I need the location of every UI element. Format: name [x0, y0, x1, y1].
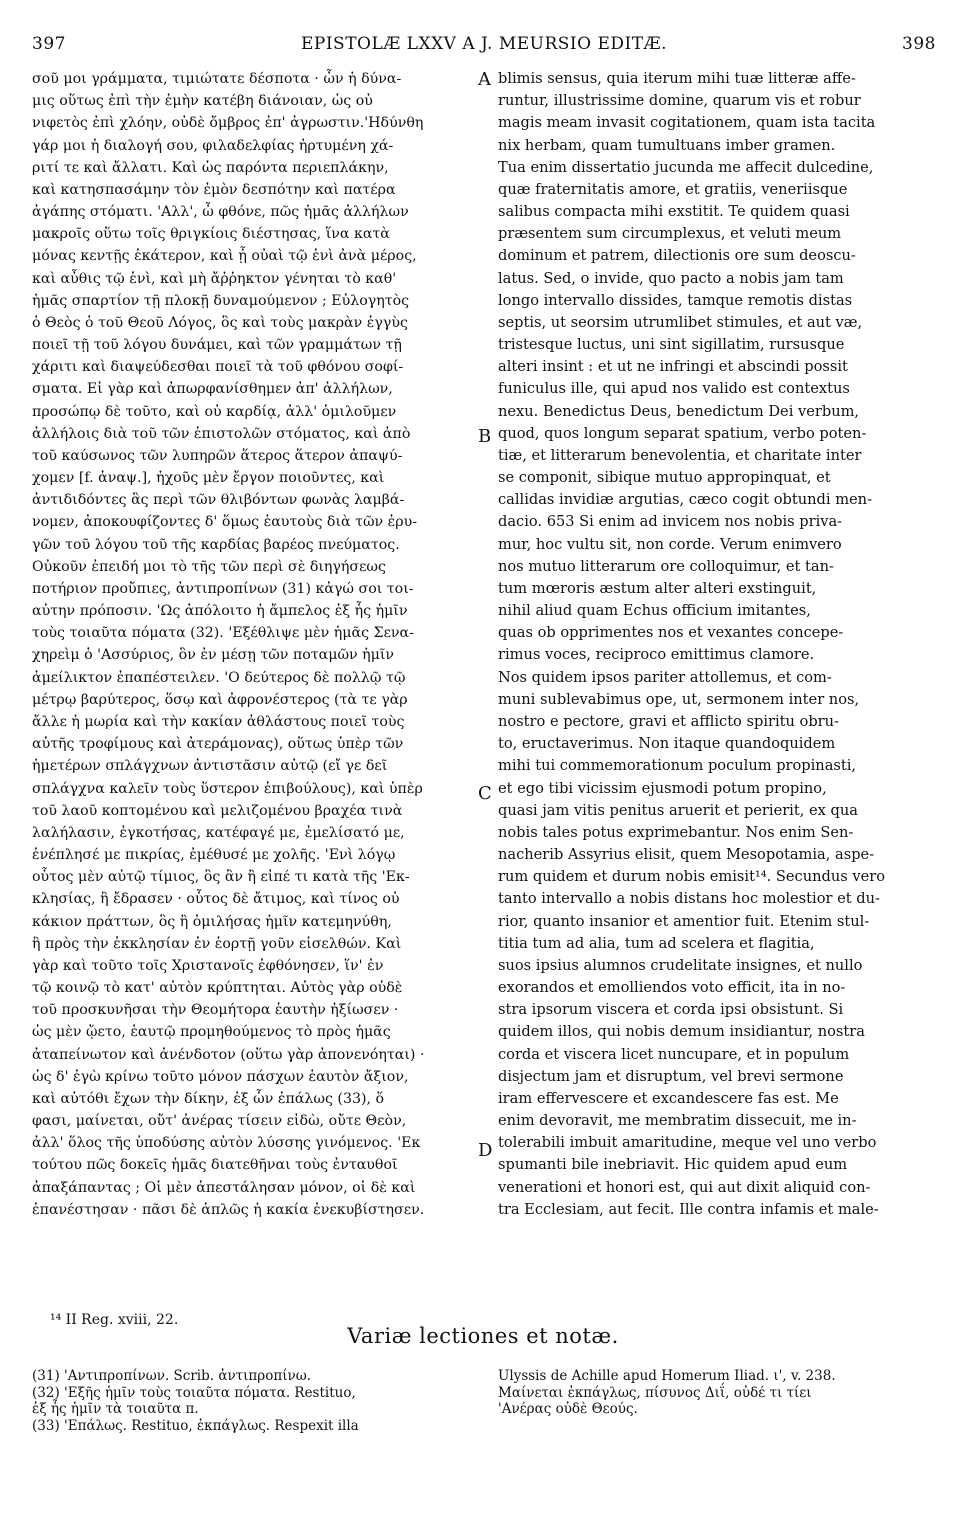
- greek-text-line: οὗτος μὲν αὐτῷ τίμιος, ὃς ἂν ἢ εἰπέ τι κατὰ τῆς 'Εκ-: [32, 869, 410, 886]
- greek-text-line: ἀπαξάπαντας ; Οἱ μὲν ἀπεστάλησαν μόνον, οἱ δὲ καὶ: [32, 1179, 416, 1196]
- greek-text-line: γὰρ καὶ τοῦτο τοῖς Χριστανοῖς ἐφθόνησεν, ἵν' ἐν: [32, 957, 384, 974]
- greek-text-line: ἀντιδιδόντες ἃς περὶ τῶν θλιβόντων φωνὰς λαμβά-: [32, 492, 405, 509]
- greek-text-line: μις οὕτως ἐπὶ τὴν ἐμὴν κατέβη διάνοιαν, ὡς οὐ: [32, 93, 373, 110]
- latin-text-line: titia tum ad alia, tum ad scelera et flagitia,: [498, 934, 815, 952]
- greek-text-line: ὡς μὲν ᾤετο, ἑαυτῷ προμηθούμενος τὸ πρὸς ἡμᾶς: [32, 1024, 391, 1041]
- latin-text-line: nix herbam, quam tumultuans imber gramen.: [498, 136, 836, 154]
- latin-text-line: magis meam invasit cogitationem, quam ista tacita: [498, 114, 876, 132]
- greek-text-line: γῶν τοῦ λόγου τοῦ τῆς καρδίας βαρέος πνεύματος.: [32, 536, 400, 553]
- latin-text-line: dacio. 653 Si enim ad invicem nos nobis priva-: [498, 513, 843, 531]
- greek-text-line: ἡμᾶς σπαρτίον τῇ πλοκῇ δυναμούμενον ; Εὐλογητὸς: [32, 292, 410, 309]
- latin-text-line: tanto intervallo a nobis distans hoc molestior et du-: [498, 890, 880, 908]
- greek-text-line: ποτήριον προὔπιες, ἀντιπροπίνων (31) κἀγώ σοι τοι-: [32, 580, 414, 597]
- latin-text-line: quæ fraternitatis amore, et gratiis, veneriisque: [498, 180, 848, 198]
- latin-text-line: dominum et patrem, dilectionis ore sum deoscu-: [498, 247, 856, 265]
- footnote: ¹⁴ II Reg. xviii, 22.: [50, 1312, 179, 1328]
- latin-text-line: tra Ecclesiam, aut fecit. Ille contra infamis et male-: [498, 1200, 879, 1218]
- greek-text-line: φασι, μαίνεται, οὔτ' ἀνέρας τίσειν εἰδὼ, οὔτε Θεὸν,: [32, 1113, 407, 1130]
- greek-text-line: αὐτην πρόποσιν. 'Ως ἀπόλοιτο ἡ ἄμπελος ἐξ ἧς ἡμῖν: [32, 603, 408, 620]
- variae-note-line: (32) 'Εξῆς ἡμῖν τοὺς τοιαῦτα πόματα. Restituo,: [32, 1384, 356, 1401]
- latin-text-line: nacherib Assyrius elisit, quem Mesopotamia, aspe-: [498, 846, 875, 864]
- greek-text-line: ριτί τε καὶ ἄλλατι. Καὶ ὡς παρόντα περιεπλάκην,: [32, 159, 389, 176]
- greek-text-line: ὁ Θεὸς ὁ τοῦ Θεοῦ Λόγος, ὃς καὶ τοὺς μακρὰν ἐγγὺς: [32, 314, 408, 331]
- margin-marker-c: C: [478, 783, 492, 804]
- greek-text-line: ὡς δ' ἐγὼ κρίνω τοῦτο μόνον πάσχων ἑαυτὸν ἄξιον,: [32, 1068, 409, 1085]
- latin-text-line: alteri insint : et ut ne infringi et abscindi possit: [498, 358, 848, 376]
- greek-text-line: χάριτι καὶ διαψεύδεσθαι ποιεῖ τὰ τοῦ φθόνου σοφί-: [32, 359, 404, 376]
- greek-text-line: μόνας κεντῇς ἑκάτερον, καὶ ᾖ οὐαὶ τῷ ἑνὶ ἀνὰ μέρος,: [32, 248, 417, 265]
- latin-text-line: et ego tibi vicissim ejusmodi potum propino,: [498, 779, 827, 797]
- latin-text-line: nos mutuo litterarum ore colloquimur, et tan-: [498, 557, 834, 575]
- greek-text-line: καὶ αὖθις τῷ ἑνὶ, καὶ μὴ ἄῤῥηκτον γένηται τὸ καθ': [32, 270, 397, 287]
- latin-text-line: tiæ, et litterarum benevolentia, et charitate inter: [498, 446, 862, 464]
- latin-text-line: disjectum jam et disruptum, vel brevi sermone: [498, 1067, 844, 1085]
- latin-text-line: rimus voces, reciproco emittimus clamore.: [498, 646, 815, 664]
- page-header: [32, 34, 936, 60]
- running-title: EPISTOLÆ LXXV A J. MEURSIO EDITÆ.: [300, 34, 667, 54]
- variae-title: Variæ lectiones et notæ.: [347, 1324, 619, 1348]
- variae-notes-left: [32, 1368, 472, 1434]
- latin-text-line: septis, ut seorsim utrumlibet stimules, et aut væ,: [498, 313, 863, 331]
- greek-text-line: ἀταπείνωτον καὶ ἀνένδοτον (οὕτω γὰρ ἀπονενόηται) ·: [32, 1046, 425, 1063]
- latin-text-line: enim devoravit, me membratim dissecuit, me in-: [498, 1112, 857, 1130]
- greek-text-line: ἀγάπης στόματι. 'Αλλ', ὦ φθόνε, πῶς ἡμᾶς ἀλλήλων: [32, 204, 409, 221]
- latin-text-line: tolerabili imbuit amaritudine, meque vel uno verbo: [498, 1134, 877, 1152]
- latin-text-line: exorandos et emolliendos voto efficit, ita in no-: [498, 979, 846, 997]
- latin-text-line: Tua enim dissertatio jucunda me affecit dulcedine,: [498, 158, 874, 176]
- latin-text-line: rior, quanto insanior et amentior fuit. Etenim stul-: [498, 912, 870, 930]
- greek-text-line: σματα. Εἰ γὰρ καὶ ἀπωρφανίσθημεν ἀπ' ἀλλήλων,: [32, 381, 393, 398]
- margin-marker-a: A: [478, 69, 491, 90]
- greek-text-line: χομεν [f. ἀναψ.], ἠχοῦς μὲν ἔργον ποιοῦντες, καὶ: [32, 470, 385, 487]
- page-number-right: 398: [902, 34, 936, 54]
- latin-text-line: funiculus ille, qui apud nos valido est contextus: [498, 380, 850, 398]
- greek-text-line: σοῦ μοι γράμματα, τιμιώτατε δέσποτα · ὧν ἡ δύνα-: [32, 71, 402, 87]
- latin-text-column: [498, 68, 938, 1221]
- latin-text-line: mihi tui commemorationum poculum propinasti,: [498, 757, 857, 775]
- greek-text-line: τοὺς τοιαῦτα πόματα (32). 'Εξέθλιψε μὲν ἡμᾶς Σενα-: [32, 625, 414, 642]
- latin-text-line: nobis tales potus exprimebantur. Nos enim Sen-: [498, 823, 854, 841]
- latin-text-line: tristesque luctus, uni sint sigillatim, rursusque: [498, 336, 845, 354]
- latin-text-line: se componit, sibique mutuo appropinquat, et: [498, 469, 831, 487]
- latin-text-line: iram effervescere et excandescere fas est. Me: [498, 1089, 839, 1107]
- greek-text-line: ἢ πρὸς τὴν ἐκκλησίαν ἐν ἑορτῇ γοῦν εἰσελθών. Καὶ: [32, 935, 402, 952]
- latin-text-line: spumanti bile inebriavit. Hic quidem apud eum: [498, 1156, 848, 1174]
- variae-note-line: Ulyssis de Achille apud Homerum Iliad. ι', v. 238.: [498, 1368, 836, 1384]
- greek-text-line: μέτρῳ βαρύτερος, ὅσῳ καὶ ἀφρονέστερος (τὰ τε γὰρ: [32, 691, 408, 708]
- greek-text-column: [32, 68, 484, 1221]
- variae-notes-right: [498, 1368, 938, 1418]
- latin-text-line: to, eructaverimus. Non itaque quandoquidem: [498, 735, 836, 753]
- latin-text-line: nihil aliud quam Echus officium imitantes,: [498, 602, 811, 620]
- latin-text-line: quas ob opprimentes nos et vexantes concepe-: [498, 624, 844, 642]
- latin-text-line: præsentem sum circumplexus, et veluti meum: [498, 225, 842, 243]
- latin-text-line: runtur, illustrissime domine, quarum vis et robur: [498, 92, 861, 110]
- latin-text-line: rum quidem et durum nobis emisit¹⁴. Secundus vero: [498, 868, 886, 886]
- margin-marker-d: D: [478, 1140, 493, 1161]
- greek-text-line: τοῦ λαοῦ κοπτομένου καὶ μελιζομένου βραχέα τινὰ: [32, 802, 403, 819]
- latin-text-line: tum mœroris æstum alter alteri exstinguit,: [498, 579, 817, 597]
- variae-note-line: ἐξ ἧς ἡμῖν τὰ τοιαῦτα π.: [32, 1401, 199, 1417]
- greek-text-line: ἀλλήλοις διὰ τοῦ τῶν ἐπιστολῶν στόματος, καὶ ἀπὸ: [32, 425, 411, 442]
- margin-marker-b: B: [478, 426, 492, 447]
- latin-text-line: quidem illos, qui nobis demum insidiantur, nostra: [498, 1023, 865, 1041]
- greek-text-line: ἡμετέρων σπλάγχνων ἀντιστᾶσιν αὐτῷ (εἴ γε δεῖ: [32, 758, 388, 775]
- latin-text-line: callidas invidiæ argutias, cæco cogit obtundi men-: [498, 491, 873, 509]
- latin-text-line: corda et viscera licet nuncupare, et in populum: [498, 1045, 850, 1063]
- greek-text-line: κλησίας, ἢ ἔδρασεν · οὗτος δὲ ἄτιμος, καὶ τίνος οὐ: [32, 891, 400, 908]
- variae-note-line: Μαίνεται ἐκπάγλως, πίσυνος Διΐ, οὐδέ τι τίει: [498, 1384, 812, 1401]
- greek-text-line: τοῦ καύσωνος τῶν λυπηρῶν ἅτερος ἅτερον ἀπαψύ-: [32, 447, 403, 464]
- greek-text-line: τῷ κοινῷ τὸ κατ' αὐτὸν κρύπτηται. Αὐτὸς γὰρ οὐδὲ: [32, 980, 403, 997]
- latin-text-line: venerationi et honori est, qui aut dixit aliquid con-: [498, 1178, 871, 1196]
- variae-note-line: (31) 'Αντιπροπίνων. Scrib. ἀντιπροπίνω.: [32, 1368, 312, 1384]
- latin-text-line: latus. Sed, o invide, quo pacto a nobis jam tam: [498, 269, 844, 287]
- latin-text-line: stra ipsorum viscera et corda ipsi obsistunt. Si: [498, 1001, 844, 1019]
- latin-text-line: longo intervallo dissides, tamque remotis distas: [498, 291, 853, 309]
- greek-text-line: καὶ αὐτόθι ἔχων τὴν δίκην, ἐξ ὧν ἐπάλως (33), ὅ: [32, 1090, 385, 1107]
- greek-text-line: νομεν, ἀποκουφίζοντες δ' ὅμως ἑαυτοὺς διὰ τῶν ἐρυ-: [32, 514, 418, 531]
- latin-text-line: quod, quos longum separat spatium, verbo poten-: [498, 424, 867, 442]
- latin-text-line: muni sublevabimus ope, ut, sermonem inter nos,: [498, 690, 860, 708]
- greek-text-line: σπλάγχνα καλεῖν τοὺς ὕστερον ἐπιβούλους), καὶ ὑπὲρ: [32, 780, 423, 797]
- greek-text-line: νιφετὸς ἐπὶ χλόην, οὐδὲ ὄμβρος ἐπ' ἀγρωστιν.'Ηδύνθη: [32, 115, 424, 132]
- latin-text-line: mur, hoc vultu sit, non corde. Verum enimvero: [498, 535, 842, 553]
- latin-text-line: salibus compacta mihi exstitit. Te quidem quasi: [498, 203, 850, 221]
- greek-text-line: ποιεῖ τῇ τοῦ λόγου δυνάμει, καὶ τῶν γραμμάτων τῇ: [32, 337, 402, 354]
- greek-text-line: κάκιον πράττων, ὃς ἢ ὁμιλήσας ἡμῖν κατεμηνύθη,: [32, 913, 392, 930]
- latin-text-line: nexu. Benedictus Deus, benedictum Dei verbum,: [498, 402, 860, 420]
- greek-text-line: ἀλλ' ὅλος τῆς ὑποδύσης αὐτὸν λύσσης γινόμενος. 'Εκ: [32, 1135, 421, 1152]
- variae-note-line: (33) 'Επάλως. Restituo, ἐκπάγλως. Respexit illa: [32, 1417, 359, 1434]
- greek-text-line: καὶ κατησπασάμην τὸν ἐμὸν δεσπότην καὶ πατέρα: [32, 181, 396, 198]
- latin-text-line: quasi jam vitis penitus aruerit et perierit, ex qua: [498, 801, 858, 819]
- greek-text-line: τοῦ προσκυνῆσαι τὴν Θεομήτορα ἑαυτὴν ἠξίωσεν ·: [32, 1002, 399, 1019]
- greek-text-line: λαλήλασιν, ἐγκοτήσας, κατέφαγέ με, ἐμελίσατό με,: [32, 824, 405, 841]
- greek-text-line: μακροῖς οὕτω τοῖς θριγκίοις διέστησας, ἵνα κατὰ: [32, 226, 390, 243]
- greek-text-line: ἐνέπλησέ με πικρίας, ἐμέθυσέ με χολῆς. 'Ενὶ λόγῳ: [32, 847, 396, 864]
- greek-text-line: ἐπανέστησαν · πᾶσι δὲ ἁπλῶς ἡ κακία ἐνεκυβίστησεν.: [32, 1201, 425, 1218]
- latin-text-line: Nos quidem ipsos pariter attollemus, et com-: [498, 668, 832, 686]
- greek-text-line: αὐτῆς τροφίμους καὶ ἀτεράμονας), οὕτως ὑπὲρ τῶν: [32, 736, 404, 753]
- greek-text-line: Οὐκοῦν ἐπειδή μοι τὸ τῆς τῶν περὶ σὲ διηγήσεως: [32, 558, 386, 575]
- latin-text-line: nostro e pectore, gravi et afflicto spiritu obru-: [498, 712, 839, 730]
- greek-text-line: ἀμείλικτον ἐπαπέστειλεν. 'Ο δεύτερος δὲ πολλῷ τῷ: [32, 669, 406, 686]
- greek-text-line: γάρ μοι ἡ διαλογή σου, φιλαδελφίας ἠρτυμένη χά-: [32, 137, 394, 154]
- greek-text-line: προσώπῳ δὲ τοῦτο, καὶ οὐ καρδίᾳ, ἀλλ' ὁμιλοῦμεν: [32, 403, 397, 420]
- latin-text-line: suos ipsius alumnos crudelitate insignes, et nullo: [498, 956, 863, 974]
- page-number-left: 397: [32, 34, 66, 54]
- variae-note-line: 'Ανέρας οὐδὲ Θεούς.: [498, 1401, 638, 1417]
- greek-text-line: ἄλλε ἡ μωρία καὶ τὴν κακίαν ἀθλάστους ποιεῖ τοὺς: [32, 713, 405, 730]
- greek-text-line: χηρεὶμ ὁ 'Ασσύριος, ὃν ἐν μέσῃ τῶν ποταμῶν ἡμῖν: [32, 647, 395, 664]
- latin-text-line: blimis sensus, quia iterum mihi tuæ litteræ affe-: [498, 70, 856, 87]
- greek-text-line: τούτου πῶς δοκεῖς ἡμᾶς διατεθῆναι τοὺς ἐνταυθοῖ: [32, 1157, 398, 1174]
